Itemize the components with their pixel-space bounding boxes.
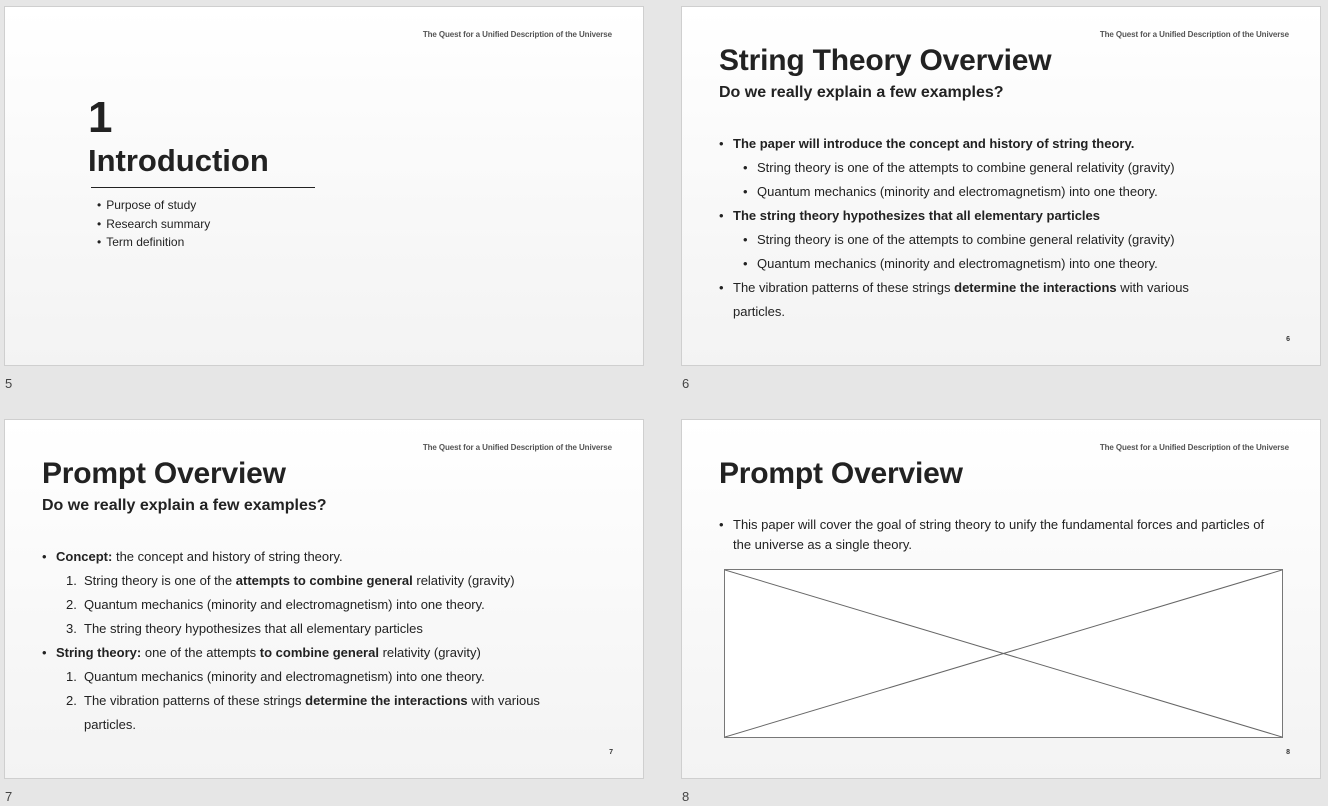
title-divider [91,187,315,188]
numbered-item: 1. Quantum mechanics (minority and electromagnetism) into one theory. [66,669,485,684]
list-item: • Purpose of study [97,196,210,215]
slide-thumbnail-6[interactable] [681,6,1321,366]
numbered-item: 1. String theory is one of the attempts to combine general relativity (gravity) [66,573,515,588]
slide-header-text: The Quest for a Unified Description of the Universe [422,443,612,452]
slide-thumbnail-7[interactable] [4,419,644,779]
bullet-list [719,132,1189,324]
bullet-item: • String theory: one of the attempts to combine general relativity (gravity) [42,645,481,660]
page-number: 6 [1286,336,1290,343]
section-title: Introduction [88,143,269,178]
bullet-list [42,545,540,737]
slide-title: Prompt Overview [719,457,963,490]
numbered-item: 2. The vibration patterns of these strings determine the interactions with various [66,693,540,708]
slide-title: String Theory Overview [719,44,1052,77]
numbered-continuation: particles. [84,717,137,732]
slide-header-text: The Quest for a Unified Description of the Universe [1099,30,1289,39]
placeholder-cross-icon [725,570,1282,737]
slide-number-label: 7 [5,789,13,804]
numbered-item: 3. The string theory hypothesizes that all elementary particles [66,621,423,636]
sub-bullet-item: • Quantum mechanics (minority and electromagnetism) into one theory. [743,184,1158,199]
bullet-item: • This paper will cover the goal of string theory to unify the fundamental forces and particles of the universe as a single theory. [719,517,1265,552]
slide-number-label: 8 [682,789,690,804]
list-item: • Term definition [97,233,210,252]
sub-bullet-item: • String theory is one of the attempts to combine general relativity (gravity) [743,160,1175,175]
bullet-item: • The vibration patterns of these strings determine the interactions with various [719,280,1189,295]
bullet-item: • The string theory hypothesizes that all elementary particles [719,208,1100,223]
page-number: 7 [609,749,613,756]
page-number: 8 [1286,749,1290,756]
bullet-item: • The paper will introduce the concept and history of string theory. [719,136,1135,151]
bullet-item: • Concept: the concept and history of string theory. [42,549,343,564]
slide-subtitle: Do we really explain a few examples? [719,84,1004,101]
slide-thumbnail-8[interactable] [681,419,1321,779]
slide-title: Prompt Overview [42,457,286,490]
slide-subtitle: Do we really explain a few examples? [42,497,327,514]
slide-header-text: The Quest for a Unified Description of the Universe [1099,443,1289,452]
list-item: • Research summary [97,215,210,234]
section-items-list [97,196,210,252]
slide-number-label: 5 [5,376,13,391]
section-number: 1 [88,93,113,142]
numbered-item: 2. Quantum mechanics (minority and electromagnetism) into one theory. [66,597,485,612]
sub-bullet-item: • Quantum mechanics (minority and electromagnetism) into one theory. [743,256,1158,271]
bullet-continuation: particles. [733,304,786,319]
slide-thumbnail-5[interactable] [4,6,644,366]
sub-bullet-item: • String theory is one of the attempts to combine general relativity (gravity) [743,232,1175,247]
image-placeholder[interactable] [724,569,1283,738]
slide-number-label: 6 [682,376,690,391]
slide-header-text: The Quest for a Unified Description of the Universe [422,30,612,39]
